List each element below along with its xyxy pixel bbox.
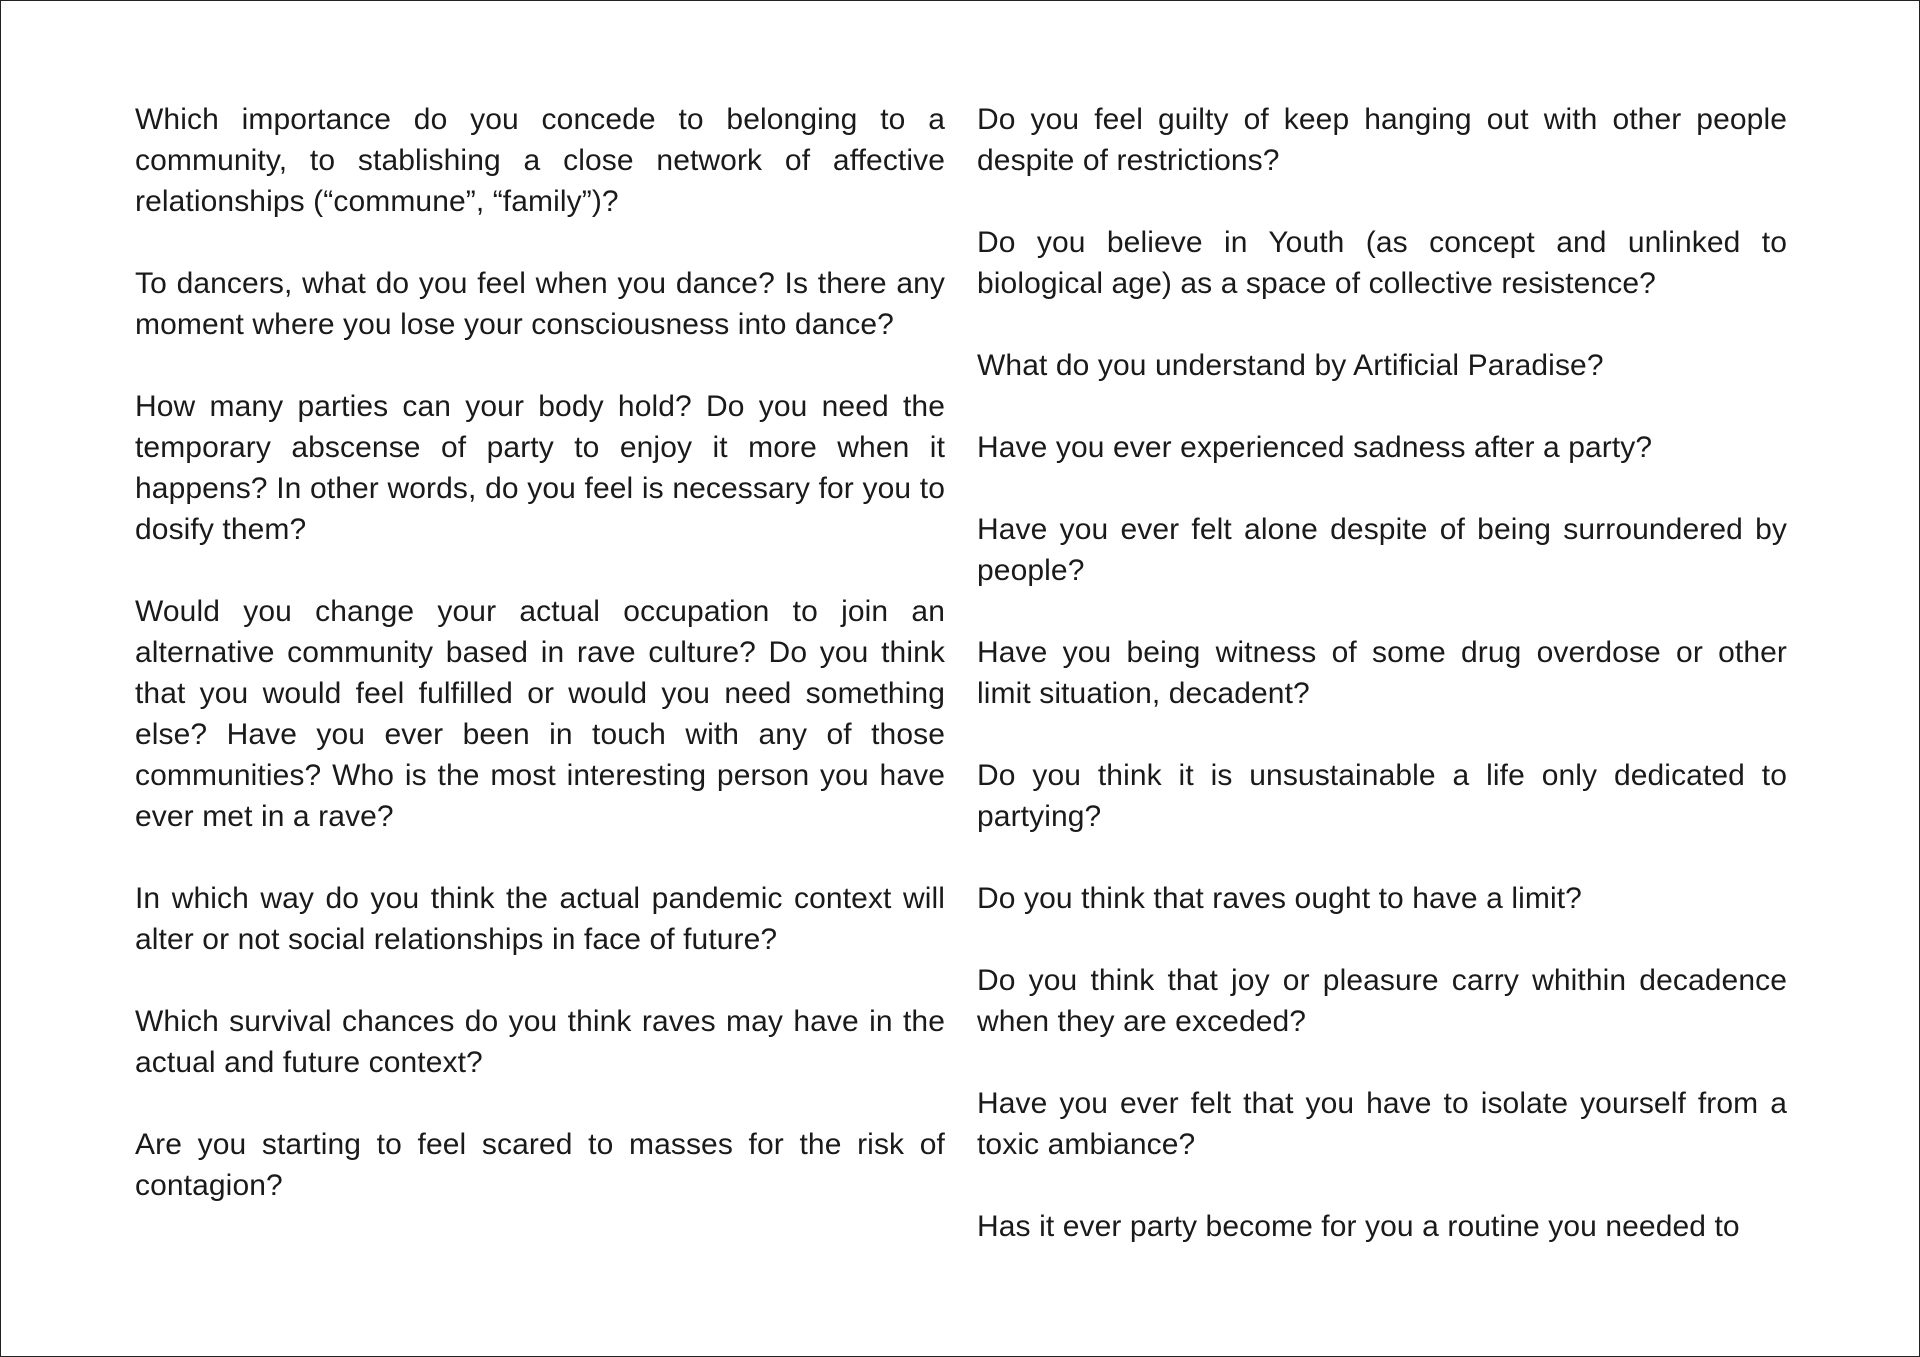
question-paragraph: Do you believe in Youth (as concept and unlinked to biological age) as a space of collective resistence?	[977, 226, 1787, 300]
right-column	[977, 99, 1787, 1247]
question-paragraph: In which way do you think the actual pandemic context will alter or not social relationships in face of future?	[135, 882, 945, 956]
question-paragraph: Do you feel guilty of keep hanging out with other people despite of restrictions?	[977, 103, 1787, 177]
question-paragraph: Have you being witness of some drug overdose or other limit situation, decadent?	[977, 636, 1787, 710]
question-paragraph: Do you think that joy or pleasure carry whithin decadence when they are exceded?	[977, 964, 1787, 1038]
question-paragraph: What do you understand by Artificial Paradise?	[977, 349, 1604, 382]
question-paragraph: Do you think that raves ought to have a limit?	[977, 882, 1582, 915]
question-paragraph: To dancers, what do you feel when you dance? Is there any moment where you lose your consciousness into dance?	[135, 267, 945, 341]
question-paragraph: Do you think it is unsustainable a life only dedicated to partying?	[977, 759, 1787, 833]
question-paragraph: Has it ever party become for you a routine you needed to	[977, 1210, 1740, 1243]
question-paragraph: Which survival chances do you think raves may have in the actual and future context?	[135, 1005, 945, 1079]
left-column	[135, 99, 945, 1247]
question-paragraph: Which importance do you concede to belonging to a community, to stablishing a close network of affective relationships (“commune”, “family”)?	[135, 103, 945, 218]
question-paragraph: Have you ever felt that you have to isolate yourself from a toxic ambiance?	[977, 1087, 1787, 1161]
question-paragraph: Would you change your actual occupation to join an alternative community based in rave culture? Do you think that you would feel fulfilled or would you need something else? Have you ever been in touch with any of those communities? Who is the most interesting person you have ever met in a rave?	[135, 595, 945, 833]
question-paragraph: Have you ever felt alone despite of being surroundered by people?	[977, 513, 1787, 587]
question-paragraph: Are you starting to feel scared to masses for the risk of contagion?	[135, 1128, 945, 1202]
question-paragraph: How many parties can your body hold? Do you need the temporary abscense of party to enjoy it more when it happens? In other words, do you feel is necessary for you to dosify them?	[135, 390, 945, 546]
question-paragraph: Have you ever experienced sadness after a party?	[977, 431, 1653, 464]
